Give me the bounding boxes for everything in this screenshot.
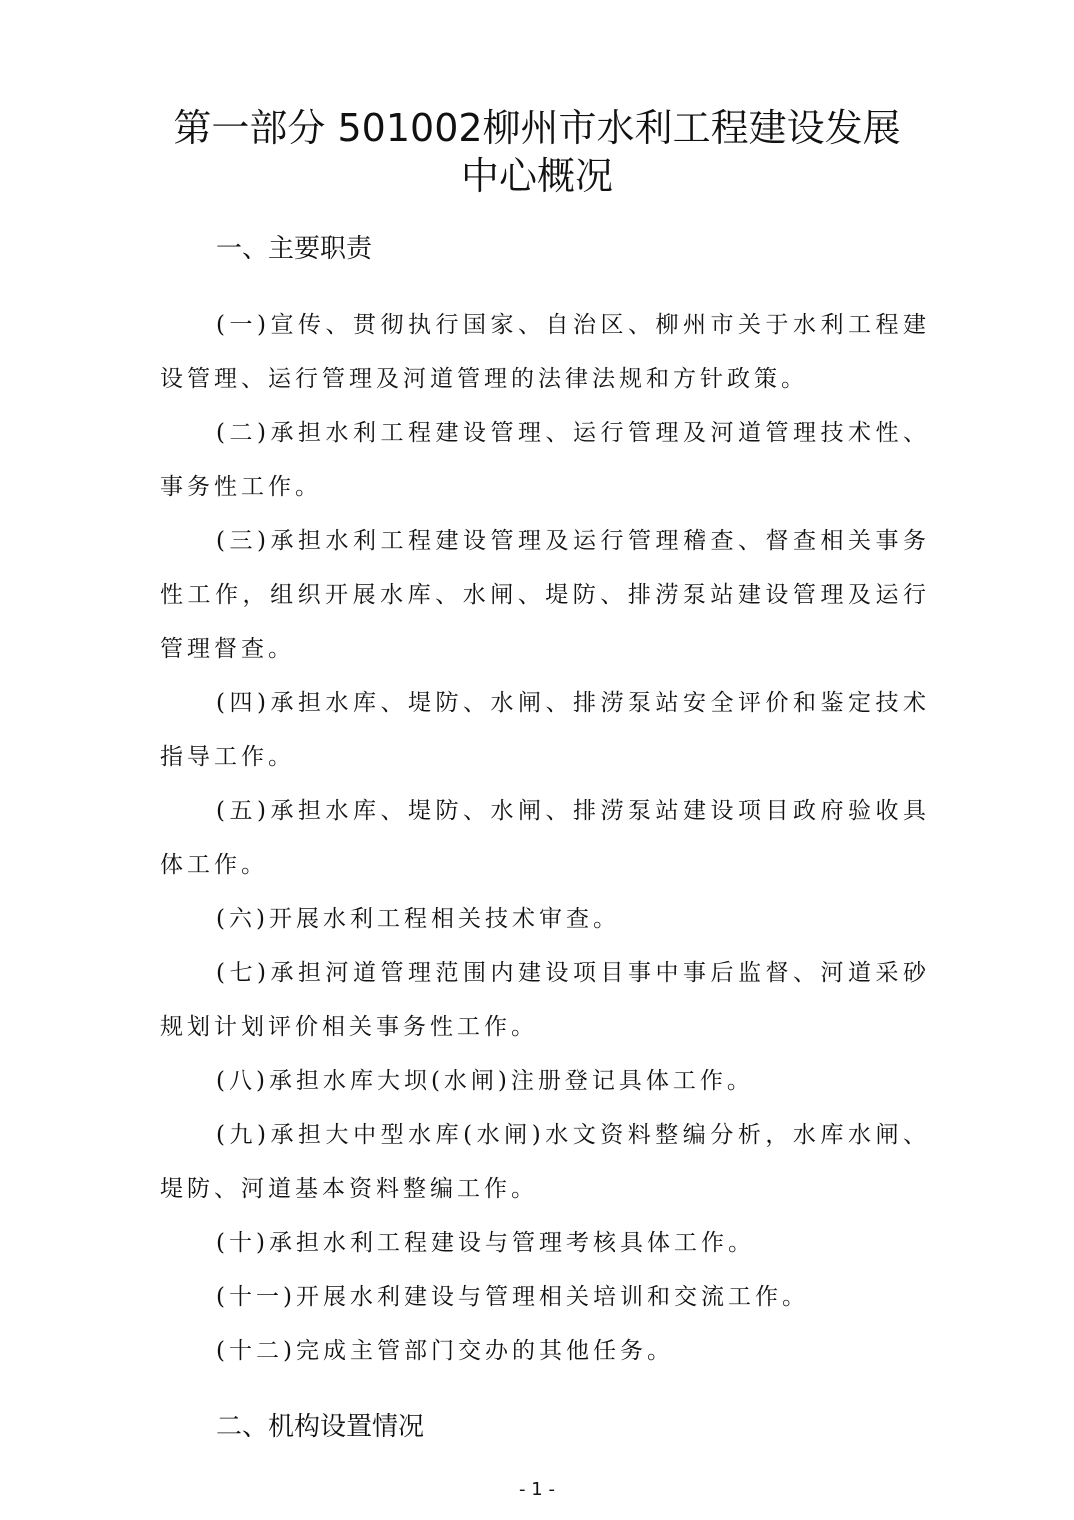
duty-item-2: (二)承担水利工程建设管理、运行管理及河道管理技术性、事务性工作。 (160, 420, 930, 500)
duty-item-1: (一)宣传、贯彻执行国家、自治区、柳州市关于水利工程建设管理、运行管理及河道管理的法律法规和方针政策。 (160, 312, 930, 392)
page-title-line-1: 第一部分 501002柳州市水利工程建设发展 (173, 106, 901, 150)
duty-item-7: (七)承担河道管理范围内建设项目事中事后监督、河道采砂规划计划评价相关事务性工作。 (160, 960, 930, 1040)
duty-item-3: (三)承担水利工程建设管理及运行管理稽查、督查相关事务性工作，组织开展水库、水闸、堤防、排涝泵站建设管理及运行管理督查。 (160, 528, 930, 662)
page-number: - 1 - (519, 1479, 555, 1500)
duty-item-4: (四)承担水库、堤防、水闸、排涝泵站安全评价和鉴定技术指导工作。 (160, 690, 930, 770)
duty-item-6: (六)开展水利工程相关技术审查。 (216, 906, 620, 932)
duty-item-8: (八)承担水库大坝(水闸)注册登记具体工作。 (216, 1068, 754, 1094)
duty-item-12: (十二)完成主管部门交办的其他任务。 (216, 1338, 674, 1364)
duty-item-5: (五)承担水库、堤防、水闸、排涝泵站建设项目政府验收具体工作。 (160, 798, 930, 878)
duty-item-9: (九)承担大中型水库(水闸)水文资料整编分析，水库水闸、堤防、河道基本资料整编工作。 (160, 1122, 930, 1202)
duty-item-10: (十)承担水利工程建设与管理考核具体工作。 (216, 1230, 755, 1256)
page-title-line-2: 中心概况 (460, 154, 613, 198)
section-heading-duties: 一、主要职责 (216, 234, 373, 264)
duty-item-11: (十一)开展水利建设与管理相关培训和交流工作。 (216, 1284, 809, 1310)
page-title (0, 104, 1074, 200)
section-heading-organization: 二、机构设置情况 (216, 1412, 425, 1442)
